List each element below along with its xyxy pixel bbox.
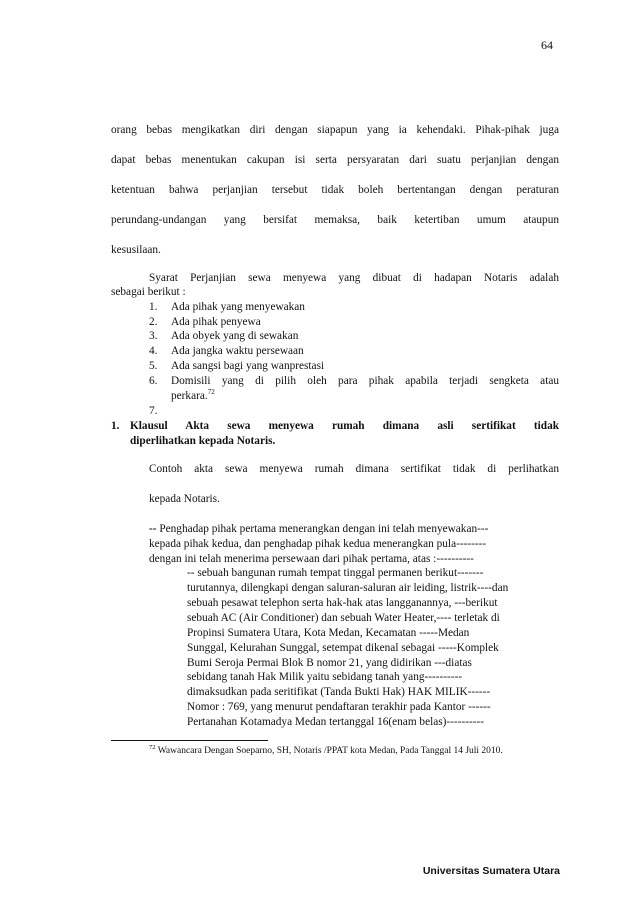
footnote — [149, 744, 503, 758]
page-number: 64 — [541, 38, 553, 52]
footnote-divider — [111, 740, 268, 741]
deed-indented-line: sebuah pesawat telephon serta hak-hak atas langganannya, ---berikut — [187, 597, 498, 609]
paragraph-line: sebagai berikut : — [111, 286, 186, 298]
paragraph-line: ketentuan bahwa perjanjian tersebut tidak boleh bertentangan dengan peraturan — [111, 184, 559, 196]
paragraph-line: dapat bebas menentukan cakupan isi serta persyaratan dari suatu perjanjian dengan — [111, 154, 559, 166]
footer-institution: Universitas Sumatera Utara — [422, 865, 560, 877]
footnote-reference: 72 — [207, 388, 215, 397]
deed-indented-line: -- sebuah bangunan rumah tempat tinggal permanen berikut------- — [187, 567, 484, 579]
list-number: 1. — [149, 301, 158, 313]
deed-leading-dash: -- — [149, 523, 157, 535]
list-number: 3. — [149, 330, 158, 342]
example-intro-line: kepada Notaris. — [149, 493, 220, 505]
list-text: Ada pihak yang menyewakan — [171, 301, 305, 313]
list-number: 7. — [149, 405, 158, 417]
list-number: 4. — [149, 345, 158, 357]
list-text-continued — [171, 389, 215, 403]
list-continuation: perkara. — [171, 390, 208, 402]
section-heading-line: Klausul Akta sewa menyewa rumah dimana asli sertifikat tidak — [130, 420, 559, 432]
deed-indented-line: turutannya, dilengkapi dengan saluran-saluran air leiding, listrik----dan — [187, 582, 509, 594]
deed-indented-line: Sunggal, Kelurahan Sunggal, setempat dikenal sebagai -----Komplek — [187, 642, 499, 654]
deed-indented-line: Bumi Seroja Permai Blok B nomor 21, yang didirikan ---diatas — [187, 657, 472, 669]
footnote-text: Wawancara Dengan Soeparno, SH, Notaris /PPAT kota Medan, Pada Tanggal 14 Juli 2010. — [157, 746, 503, 756]
deed-indented-line: Propinsi Sumatera Utara, Kota Medan, Kecamatan -----Medan — [187, 627, 470, 639]
paragraph-line: Syarat Perjanjian sewa menyewa yang dibuat di hadapan Notaris adalah — [149, 272, 559, 284]
footnote-number: 72 — [149, 743, 156, 751]
deed-line-text: Penghadap pihak pertama menerangkan dengan ini telah menyewakan--- — [159, 523, 489, 535]
list-text: Ada jangka waktu persewaan — [171, 345, 304, 357]
paragraph-line: orang bebas mengikatkan diri dengan siapapun yang ia kehendaki. Pihak-pihak juga — [111, 124, 559, 136]
list-text: Domisili yang di pilih oleh para pihak apabila terjadi sengketa atau — [171, 375, 559, 387]
list-text: Ada pihak penyewa — [171, 316, 261, 328]
deed-line — [149, 522, 488, 536]
list-text: Ada sangsi bagi yang wanprestasi — [171, 360, 325, 372]
section-heading-line: diperlihatkan kepada Notaris. — [130, 435, 276, 447]
deed-indented-line: Nomor : 769, yang menurut pendaftaran terakhir pada Kantor ------ — [187, 701, 491, 713]
list-text: Ada obyek yang di sewakan — [171, 330, 299, 342]
deed-line: kepada pihak kedua, dan penghadap pihak kedua menerangkan pula-------- — [149, 538, 487, 550]
example-intro-line: Contoh akta sewa menyewa rumah dimana sertifikat tidak di perlihatkan — [149, 463, 559, 475]
section-number: 1. — [111, 420, 120, 432]
deed-indented-line: sebidang tanah Hak Milik yaitu sebidang tanah yang---------- — [187, 671, 463, 683]
deed-indented-line: Pertanahan Kotamadya Medan tertanggal 16(enam belas)---------- — [187, 716, 485, 728]
paragraph-line: perundang-undangan yang bersifat memaksa, baik ketertiban umum ataupun — [111, 214, 559, 226]
paragraph-line: kesusilaan. — [111, 244, 161, 256]
deed-line: dengan ini telah menerima persewaan dari pihak pertama, atas :---------- — [149, 553, 474, 565]
deed-indented-line: sebuah AC (Air Conditioner) dan sebuah Water Heater,---- terletak di — [187, 612, 500, 624]
list-number: 5. — [149, 360, 158, 372]
deed-indented-line: dimaksudkan pada seritifikat (Tanda Bukti Hak) HAK MILIK------ — [187, 686, 491, 698]
list-number: 2. — [149, 316, 158, 328]
list-number: 6. — [149, 375, 158, 387]
